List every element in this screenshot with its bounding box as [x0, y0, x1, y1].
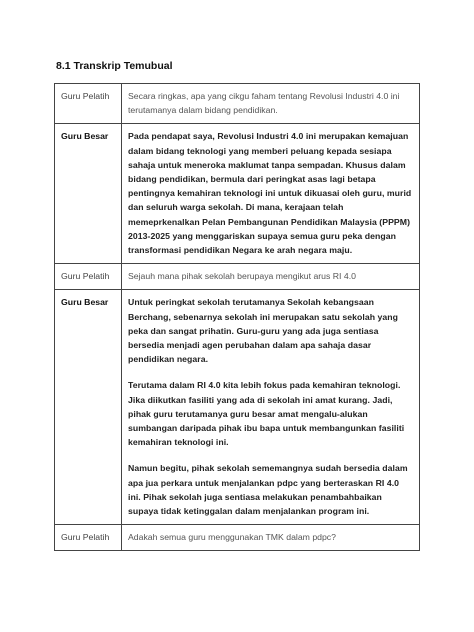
- question-cell: [122, 84, 420, 124]
- table-row: [55, 84, 420, 124]
- paragraph: Adakah semua guru menggunakan TMK dalam pdpc?: [128, 532, 336, 543]
- table-row: [55, 525, 420, 551]
- paragraph: Sejauh mana pihak sekolah berupaya mengikut arus RI 4.0: [128, 271, 356, 282]
- table-row: [55, 290, 420, 525]
- speaker-cell: Guru Besar: [55, 124, 122, 264]
- paragraph: Namun begitu, pihak sekolah sememangnya sudah bersedia dalam apa jua perkara untuk menjalankan pdpc yang berteraskan RI 4.0 ini. Pihak sekolah juga sentiasa melakukan penambahbaikan supaya tidak ketinggalan dalam menjalankan program ini.: [128, 463, 408, 517]
- answer-cell: [122, 124, 420, 264]
- speaker-cell: Guru Pelatih: [55, 84, 122, 124]
- paragraph: Untuk peringkat sekolah terutamanya Sekolah kebangsaan Berchang, sebenarnya sekolah ini merupakan satu sekolah yang peka dan sangat prihatin. Guru-guru yang ada juga sentiasa bersedia menjadi agen perubahan dalam apa sahaja dasar pendidikan negara.: [128, 297, 398, 365]
- speaker-cell: Guru Besar: [55, 290, 122, 525]
- table-row: [55, 264, 420, 290]
- question-cell: [122, 264, 420, 290]
- speaker-cell: Guru Pelatih: [55, 525, 122, 551]
- paragraph: Terutama dalam RI 4.0 kita lebih fokus pada kemahiran teknologi. Jika diikutkan fasiliti yang ada di sekolah ini amat kurang. Jadi, pihak guru terutamanya guru besar amat mengalu-alukan sumbangan daripada pihak ibu bapa untuk membangunkan fasiliti kemahiran teknologi ini.: [128, 380, 405, 448]
- table-row: [55, 124, 420, 264]
- answer-cell: [122, 290, 420, 525]
- section-title: 8.1 Transkrip Temubual: [56, 60, 173, 72]
- speaker-cell: Guru Pelatih: [55, 264, 122, 290]
- interview-transcript-table: [54, 83, 420, 551]
- question-cell: [122, 525, 420, 551]
- paragraph: Pada pendapat saya, Revolusi Industri 4.0 ini merupakan kemajuan dalam bidang teknologi yang memberi peluang kepada sesiapa sahaja untuk meneroka maklumat tanpa sempadan. Khusus dalam bidang pendidikan, bermula dari peringkat asas lagi betapa pentingnya kemahiran teknologi ini untuk dikuasai oleh guru, murid dan seluruh warga sekolah. Di mana, kerajaan telah memeprkenalkan Pelan Pembangunan Pendidikan Malaysia (PPPM) 2013-2025 yang menggariskan supaya semua guru peka dengan transformasi pendidikan Negara ke arah negara maju.: [128, 131, 412, 256]
- paragraph: Secara ringkas, apa yang cikgu faham tentang Revolusi Industri 4.0 ini terutamanya dalam bidang pendidikan.: [128, 91, 400, 116]
